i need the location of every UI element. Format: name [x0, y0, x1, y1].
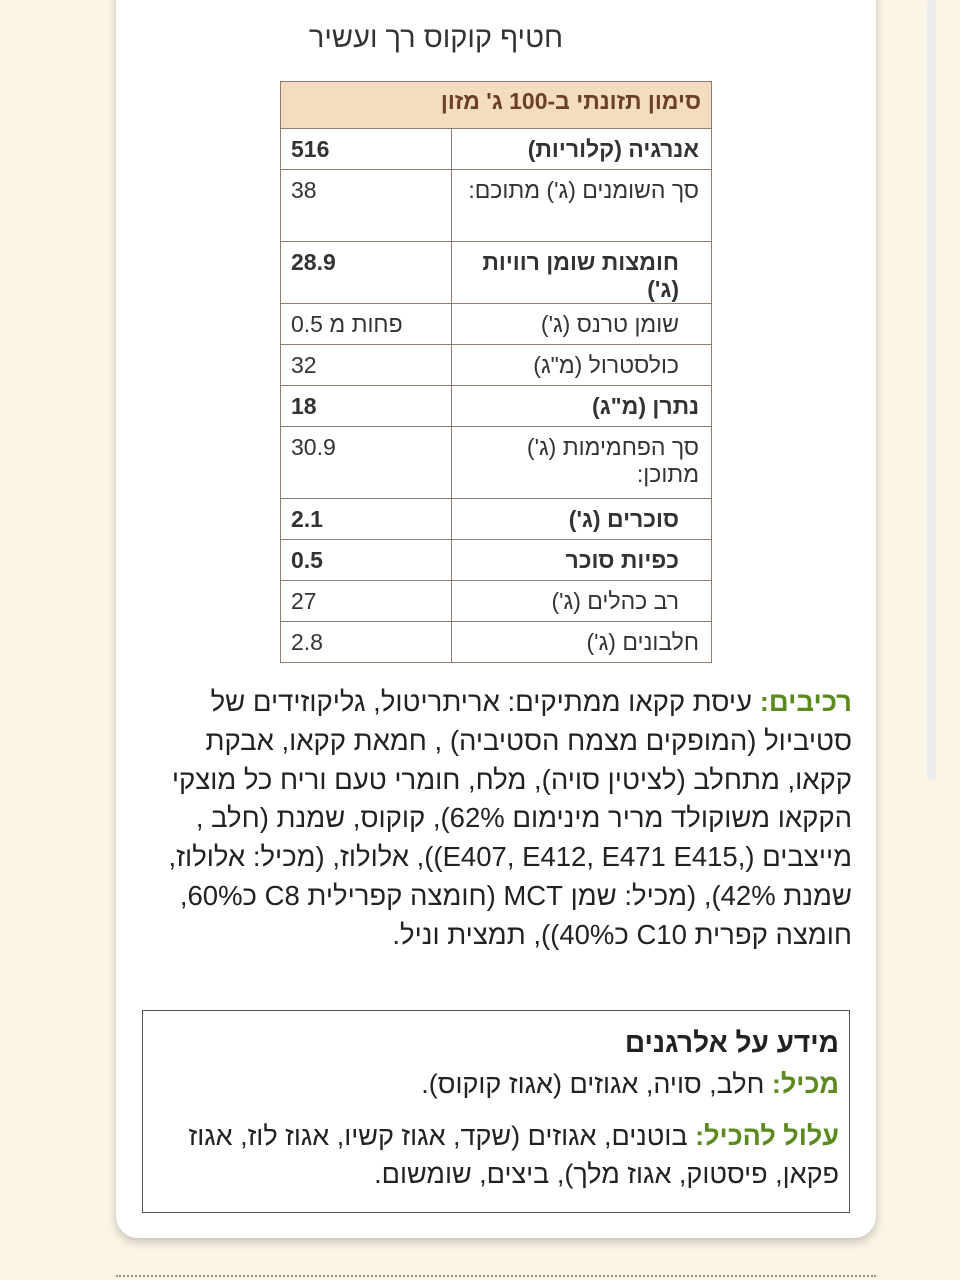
allergen-title: מידע על אלרגנים — [624, 1027, 839, 1058]
ingredients-text: עיסת קקאו ממתיקים: אריתריטול, גליקוזידים של סטיביול (המופקים מצמח הסטיביה) , חמאת קקאו, אבקת קקאו, מתחלב (לציטין סויה), מלח, חומרי טעם וריח כל מוצקי הקקאו משוקולד מריר מינימום 62%), קוקוס, שמנת (חלב , מייצבים (,E407, E412, E471 E415)), אלולוז, (מכיל: אלולוז, שמנת 42%), (מכיל: שמן MCT (חומצה קפרילית C8 כ60%, חומצה קפרית C10 כ40%)), תמצית וניל. — [168, 686, 852, 950]
nutrition-table — [280, 81, 712, 663]
nutrient-value: 0.5 — [281, 540, 452, 581]
nutrient-label: חלבונים (ג') — [452, 622, 712, 663]
nutrient-label: רב כהלים (ג') — [452, 581, 712, 622]
table-row — [281, 170, 712, 242]
table-row — [281, 345, 712, 386]
nutrient-value: 32 — [281, 345, 452, 386]
table-row — [281, 304, 712, 345]
table-row — [281, 499, 712, 540]
nutrient-label: נתרן (מ"ג) — [452, 386, 712, 427]
allergen-may-contain — [153, 1117, 839, 1193]
contains-text: חלב, סויה, אגוזים (אגוז קוקוס). — [421, 1069, 765, 1099]
nutrient-value: 30.9 — [281, 427, 452, 499]
dotted-divider — [116, 1275, 876, 1277]
table-row — [281, 129, 712, 170]
may-contain-label: עלול להכיל: — [695, 1121, 839, 1151]
nutrient-value: 2.8 — [281, 622, 452, 663]
ingredients-paragraph — [150, 683, 852, 955]
table-row — [281, 386, 712, 427]
nutrient-label: סך השומנים (ג') מתוכם: — [452, 170, 712, 242]
table-row — [281, 581, 712, 622]
table-row — [281, 540, 712, 581]
nutrient-label: אנרגיה (קלוריות) — [452, 129, 712, 170]
contains-label: מכיל: — [771, 1069, 839, 1099]
nutrition-table-header: סימון תזונתי ב-100 ג' מזון — [281, 82, 712, 129]
nutrient-value: 38 — [281, 170, 452, 242]
table-row — [281, 242, 712, 304]
nutrient-label: כפיות סוכר — [452, 540, 712, 581]
nutrient-value: פחות מ 0.5 — [281, 304, 452, 345]
nutrient-label: סך הפחמימות (ג') מתוכן: — [452, 427, 712, 499]
nutrient-label: חומצות שומן רוויות (ג') — [452, 242, 712, 304]
product-title: חטיף קוקוס רך ועשיר — [308, 22, 564, 54]
nutrient-value: 2.1 — [281, 499, 452, 540]
may-contain-text: בוטנים, אגוזים (שקד, אגוז קשיו, אגוז לוז, אגוז פקאן, פיסטוק, אגוז מלך), ביצים, שומשום. — [188, 1121, 839, 1189]
nutrient-value: 18 — [281, 386, 452, 427]
nutrient-value: 28.9 — [281, 242, 452, 304]
nutrient-value: 27 — [281, 581, 452, 622]
nutrient-label: שומן טרנס (ג') — [452, 304, 712, 345]
table-row — [281, 622, 712, 663]
nutrient-label: כולסטרול (מ"ג) — [452, 345, 712, 386]
allergen-info-box — [142, 1010, 850, 1213]
allergen-contains — [153, 1065, 839, 1103]
ingredients-label: רכיבים: — [759, 686, 852, 717]
nutrient-value: 516 — [281, 129, 452, 170]
nutrient-label: סוכרים (ג') — [452, 499, 712, 540]
scrollbar[interactable] — [927, 0, 936, 780]
table-row — [281, 427, 712, 499]
